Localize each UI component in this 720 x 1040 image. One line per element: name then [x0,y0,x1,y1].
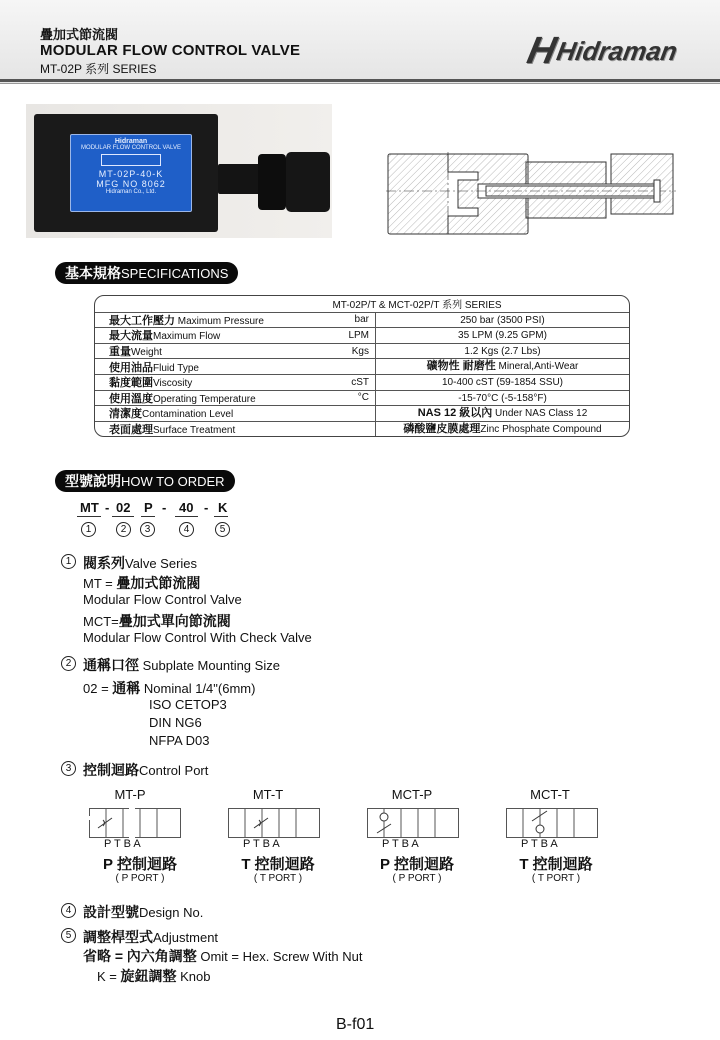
port-subtitle: ( T PORT ) [531,873,581,884]
code-number: 5 [215,522,230,537]
brand-mark: H [523,29,555,72]
row-label-zh: 黏度範圍 [109,377,153,390]
control-port-title [83,760,208,780]
port-title: T 控制迴路 [519,856,593,873]
mt-p-symbol [89,808,181,838]
specifications-table [94,295,630,437]
code-number: 2 [116,522,131,537]
brand-logo [523,29,681,72]
variant-label-mct-t: MCT-T [530,787,570,802]
item-number: 5 [61,928,76,943]
mct-definition [83,611,231,631]
valve-series-title [83,553,197,573]
mt-definition [83,573,200,593]
row-value: -15-70°C (-5-158°F) [458,392,547,404]
mt-en: Modular Flow Control Valve [83,592,242,607]
mct-en: Modular Flow Control With Check Valve [83,630,312,645]
item-number: 1 [61,554,76,569]
table-row [95,405,629,421]
row-unit: cST [351,376,369,388]
row-label-en: Maximum Pressure [177,315,264,327]
code-number: 3 [140,522,155,537]
row-unit: LPM [348,329,369,341]
row-label-zh: 最大流量 [109,330,153,343]
table-row [95,343,629,359]
row-value: Mineral,Anti-Wear [498,361,579,373]
control-port-title-en: Control Port [139,763,209,778]
valve-body [34,114,218,232]
plate-symbol [101,154,161,166]
row-value: 10-400 cST (59-1854 SSU) [442,376,563,388]
row-value: 250 bar (3500 PSI) [460,314,545,326]
row-value-zh: 磷酸鹽皮膜處理 [403,422,481,435]
code-dash: - [204,500,209,515]
omit-en: Omit = Hex. Screw With Nut [200,949,363,964]
specifications-heading-en: SPECIFICATIONS [121,266,229,281]
code-dash: - [162,500,167,515]
name-plate [70,134,192,212]
valve-series-title-zh: 閥系列 [83,555,125,571]
row-label-zh: 使用溫度 [109,392,153,405]
code-number: 1 [81,522,96,537]
size-key-zh: 通稱 [112,680,141,696]
product-photo [26,104,332,238]
row-label-en: Weight [131,347,162,359]
mt-zh: 疊加式節流閥 [116,575,201,591]
row-label-en: Operating Temperature [153,393,256,405]
row-label-zh: 清潔度 [109,408,142,421]
code-part-port: P [144,500,153,515]
mct-zh: 疊加式單向節流閥 [118,613,231,629]
standard-iso: ISO CETOP3 [149,697,227,712]
title-zh: 疊加式節流閥 [40,27,119,42]
code-part-adjust: K [218,500,228,515]
header-rule-thin [0,83,720,84]
table-row [95,390,629,406]
plate-mfg: MFG NO 8062 [96,179,166,189]
row-label-zh: 重量 [109,346,131,359]
mounting-size-title [83,655,280,675]
code-underline [141,516,155,517]
code-underline [175,516,198,517]
mt-key: MT = [83,576,113,591]
item-number: 3 [61,761,76,776]
code-part-size: 02 [116,500,131,515]
omit-definition [83,946,363,966]
row-label-zh: 表面處理 [109,424,153,437]
how-to-order-heading [55,470,235,492]
adjustment-title-en: Adjustment [153,930,219,945]
port-subtitle: ( T PORT ) [253,873,303,884]
page-header [0,0,720,84]
table-row [95,327,629,343]
size-02-definition [83,678,255,698]
code-underline [77,516,101,517]
page-number: B-f01 [336,1016,375,1033]
row-label-en: Viscosity [153,378,193,390]
plate-brand: Hidraman [114,138,148,145]
lock-nut [258,154,286,210]
header-rule [0,79,720,82]
code-part-design: 40 [179,500,194,515]
design-no-title-en: Design No. [139,905,204,920]
plate-title: MODULAR FLOW CONTROL VALVE [81,145,181,151]
k-zh: 旋鈕調整 [120,968,177,984]
design-no-title [83,902,203,922]
item-number: 2 [61,656,76,671]
row-label-en: Contamination Level [142,409,234,421]
port-letters: P T B A [521,838,558,850]
port-letters: P T B A [104,838,141,850]
standard-nfpa: NFPA D03 [149,733,210,748]
port-letters: P T B A [243,838,280,850]
mct-p-symbol [367,808,459,838]
how-to-order-heading-zh: 型號說明 [65,473,121,489]
title-en: MODULAR FLOW CONTROL VALVE [40,42,301,59]
row-unit: bar [354,314,369,326]
valve-series-title-en: Valve Series [125,556,198,571]
omit-key: 省略 = [83,948,124,964]
design-no-title-zh: 設計型號 [83,904,139,920]
mounting-size-title-zh: 通稱口徑 [83,657,139,673]
table-header-label: MT-02P/T & MCT-02P/T 系列 SERIES [332,300,502,312]
row-value: Under NAS Class 12 [495,408,588,420]
mt-t-symbol [228,808,320,838]
code-number: 4 [179,522,194,537]
port-subtitle: ( P PORT ) [115,873,165,884]
mounting-size-title-en: Subplate Mounting Size [142,658,280,673]
item-number: 4 [61,903,76,918]
plate-model: MT-02P-40-K [98,169,164,179]
adjustment-title-zh: 調整桿型式 [83,929,153,945]
row-label-zh: 最大工作壓力 [109,314,175,327]
series-label: MT-02P 系列 SERIES [40,62,157,76]
size-nominal: Nominal 1/4"(6mm) [143,681,256,696]
row-unit: °C [357,392,369,404]
brand-name: Hidraman [554,35,681,66]
mct-key: MCT= [83,614,119,629]
row-value: Zinc Phosphate Compound [480,423,602,435]
row-value-zh: 礦物性 耐磨性 [426,360,496,373]
row-label-en: Fluid Type [153,362,199,374]
table-row [95,421,629,437]
table-row [95,358,629,374]
specifications-heading-zh: 基本規格 [65,265,121,281]
plate-maker: Hidraman Co., Ltd. [105,189,157,195]
table-header [95,296,629,312]
omit-zh: 內六角調整 [126,948,197,964]
cross-section-drawing [386,152,676,236]
row-label-zh: 使用油品 [109,361,153,374]
port-title: P 控制迴路 [380,856,454,873]
code-underline [214,516,228,517]
k-key: K = [97,969,117,984]
variant-label-mt-p: MT-P [114,787,146,802]
port-title: T 控制迴路 [241,856,315,873]
adjustment-title [83,927,218,947]
specifications-heading [55,262,238,284]
variant-label-mt-t: MT-T [252,787,284,802]
code-underline [112,516,134,517]
port-title: P 控制迴路 [103,856,177,873]
mct-t-symbol [506,808,598,838]
port-subtitle: ( P PORT ) [392,873,442,884]
variant-label-mct-p: MCT-P [391,787,433,802]
table-row [95,312,629,328]
how-to-order-heading-en: HOW TO ORDER [121,474,225,489]
code-dash: - [105,500,110,515]
knob-definition [97,966,211,986]
code-part-series: MT [80,500,99,515]
port-letters: P T B A [382,838,419,850]
size-key: 02 = [83,681,109,696]
row-unit: Kgs [351,345,369,357]
standard-din: DIN NG6 [149,715,202,730]
k-en: Knob [180,969,211,984]
adjust-knob [286,152,330,212]
row-label-en: Surface Treatment [153,425,236,437]
control-port-title-zh: 控制迴路 [83,762,139,778]
row-value: 35 LPM (9.25 GPM) [458,330,547,342]
row-value: 1.2 Kgs (2.7 Lbs) [464,345,541,357]
table-row [95,374,629,390]
row-label-en: Maximum Flow [153,331,221,343]
row-value-zh: NAS 12 級以內 [417,407,493,420]
